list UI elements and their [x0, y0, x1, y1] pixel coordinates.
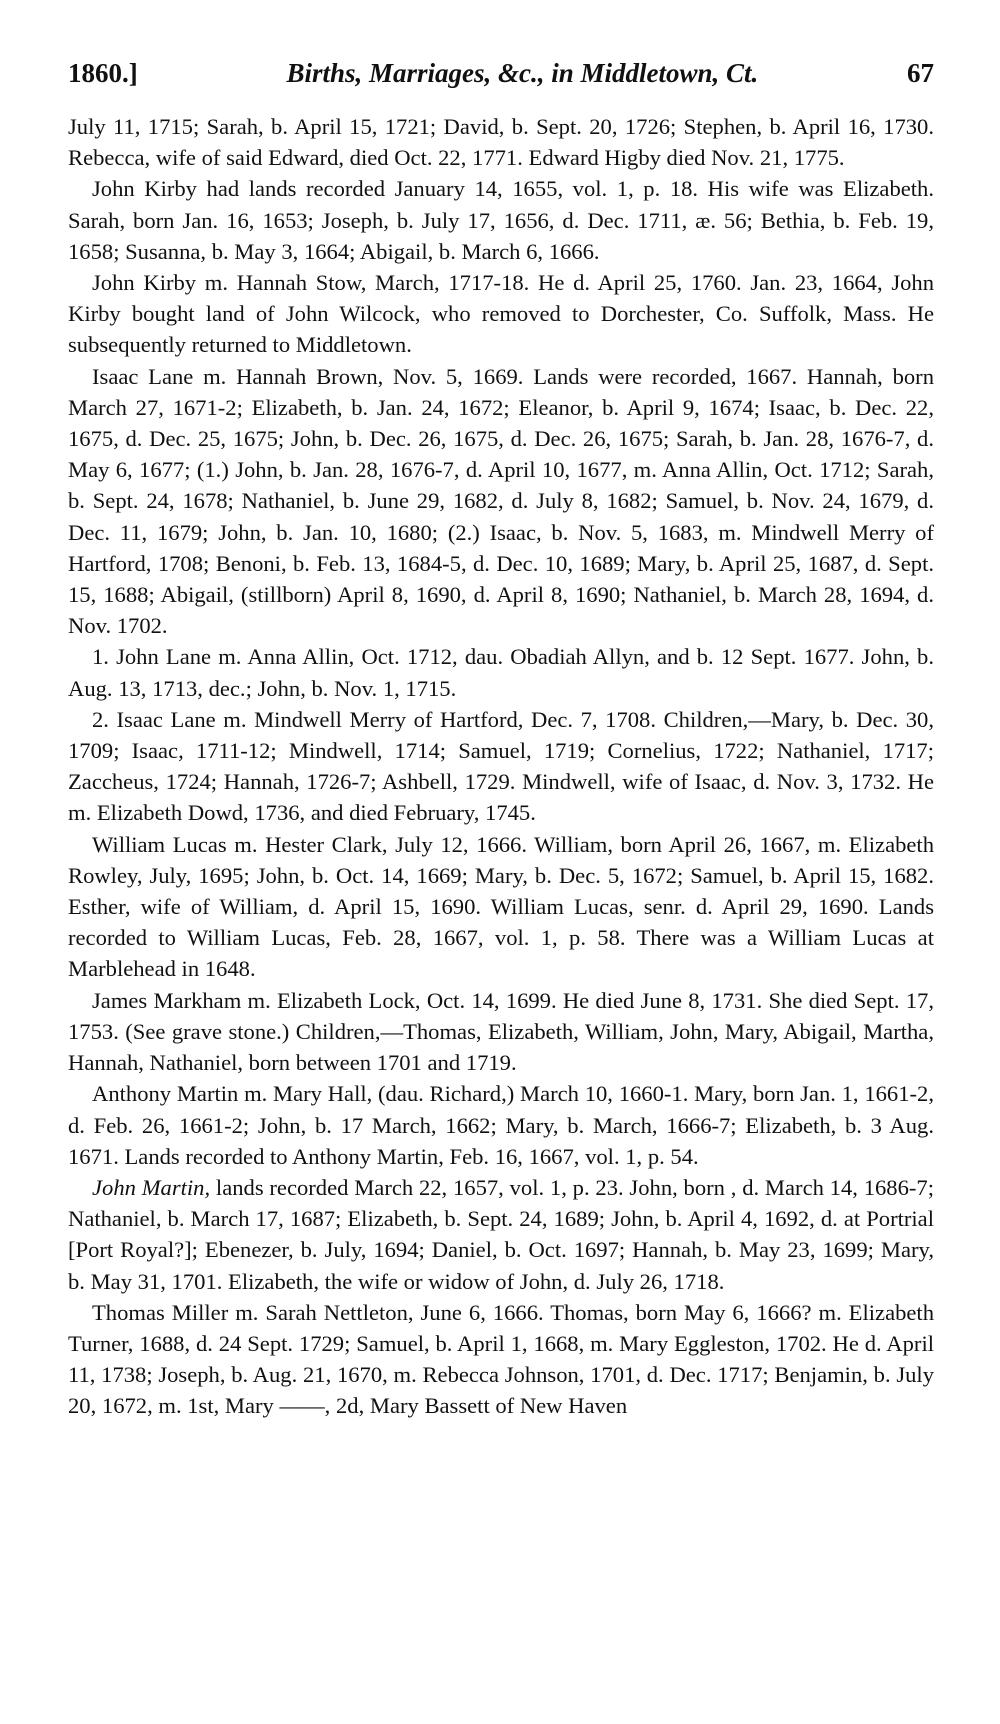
paragraph-john-martin-text: lands recorded March 22, 1657, vol. 1, p. 23. John, born , d. March 14, 1686-7; Nathaniel, b. March 17, 1687; Elizabeth, b. Sept. 24, 1689; John, b. April 4, 1692, d. at Portrial [Port Royal?]; Ebenezer, b. July, 1694; Daniel, b. Oct. 1697; Hannah, b. May 23, 1699; Mary, b. May 31, 1701. Elizabeth, the wife or widow of John, d. July 26, 1718.	[68, 1174, 934, 1294]
body-text	[68, 111, 934, 1422]
paragraph-william-lucas: William Lucas m. Hester Clark, July 12, 1666. William, born April 26, 1667, m. Elizabeth Rowley, July, 1695; John, b. Oct. 14, 1669; Mary, b. Dec. 5, 1672; Samuel, b. April 15, 1682. Esther, wife of William, d. April 15, 1690. William Lucas, senr. d. April 29, 1690. Lands recorded to William Lucas, Feb. 28, 1667, vol. 1, p. 58. There was a William Lucas at Marblehead in 1648.	[68, 831, 934, 982]
paragraph-higby-continued: July 11, 1715; Sarah, b. April 15, 1721; David, b. Sept. 20, 1726; Stephen, b. April 16, 1730. Rebecca, wife of said Edward, died Oct. 22, 1771. Edward Higby died Nov. 21, 1775.	[68, 114, 934, 171]
paragraph-thomas-miller: Thomas Miller m. Sarah Nettleton, June 6, 1666. Thomas, born May 6, 1666? m. Elizabeth Turner, 1688, d. 24 Sept. 1729; Samuel, b. April 1, 1668, m. Mary Eggleston, 1702. He d. April 11, 1738; Joseph, b. Aug. 21, 1670, m. Rebecca Johnson, 1701, d. Dec. 1717; Benjamin, b. July 20, 1672, m. 1st, Mary ——, 2d, Mary Bassett of New Haven	[68, 1299, 934, 1419]
paragraph-john-martin	[68, 1172, 934, 1297]
document-page	[68, 58, 934, 1422]
paragraph-john-kirby: John Kirby had lands recorded January 14, 1655, vol. 1, p. 18. His wife was Elizabeth. Sarah, born Jan. 16, 1653; Joseph, b. July 17, 1656, d. Dec. 1711, æ. 56; Bethia, b. Feb. 19, 1658; Susanna, b. May 3, 1664; Abigail, b. March 6, 1666.	[68, 176, 934, 264]
header-year: 1860.]	[68, 58, 138, 88]
paragraph-isaac-lane-merry: 2. Isaac Lane m. Mindwell Merry of Hartford, Dec. 7, 1708. Children,—Mary, b. Dec. 30, 1709; Isaac, 1711-12; Mindwell, 1714; Samuel, 1719; Cornelius, 1722; Nathaniel, 1717; Zaccheus, 1724; Hannah, 1726-7; Ashbell, 1729. Mindwell, wife of Isaac, d. Nov. 3, 1732. He m. Elizabeth Dowd, 1736, and died February, 1745.	[68, 706, 934, 826]
header-title: Births, Marriages, &c., in Middletown, Ct.	[286, 58, 759, 88]
paragraph-anthony-martin: Anthony Martin m. Mary Hall, (dau. Richard,) March 10, 1660-1. Mary, born Jan. 1, 1661-2, d. Feb. 26, 1661-2; John, b. 17 March, 1662; Mary, b. March, 1666-7; Elizabeth, b. 3 Aug. 1671. Lands recorded to Anthony Martin, Feb. 16, 1667, vol. 1, p. 54.	[68, 1081, 934, 1169]
paragraph-john-lane: 1. John Lane m. Anna Allin, Oct. 1712, dau. Obadiah Allyn, and b. 12 Sept. 1677. John, b. Aug. 13, 1713, dec.; John, b. Nov. 1, 1715.	[68, 644, 934, 701]
paragraph-john-martin-lead: John Martin,	[92, 1174, 211, 1200]
page-number: 67	[907, 58, 934, 88]
paragraph-james-markham: James Markham m. Elizabeth Lock, Oct. 14, 1699. He died June 8, 1731. She died Sept. 17, 1753. (See grave stone.) Children,—Thomas, Elizabeth, William, John, Mary, Abigail, Martha, Hannah, Nathaniel, born between 1701 and 1719.	[68, 987, 934, 1076]
paragraph-john-kirby-stow: John Kirby m. Hannah Stow, March, 1717-18. He d. April 25, 1760. Jan. 23, 1664, John Kirby bought land of John Wilcock, who removed to Dorchester, Co. Suffolk, Mass. He subsequently returned to Middletown.	[68, 270, 934, 358]
paragraph-isaac-lane: Isaac Lane m. Hannah Brown, Nov. 5, 1669. Lands were recorded, 1667. Hannah, born March 27, 1671-2; Elizabeth, b. Jan. 24, 1672; Eleanor, b. April 9, 1674; Isaac, b. Dec. 22, 1675, d. Dec. 25, 1675; John, b. Dec. 26, 1675, d. Dec. 26, 1675; Sarah, b. Jan. 28, 1676-7, d. May 6, 1677; (1.) John, b. Jan. 28, 1676-7, d. April 10, 1677, m. Anna Allin, Oct. 1712; Sarah, b. Sept. 24, 1678; Nathaniel, b. June 29, 1682, d. July 8, 1682; Samuel, b. Nov. 24, 1679, d. Dec. 11, 1679; John, b. Jan. 10, 1680; (2.) Isaac, b. Nov. 5, 1683, m. Mindwell Merry of Hartford, 1708; Benoni, b. Feb. 13, 1684-5, d. Dec. 10, 1689; Mary, b. April 25, 1687, d. Sept. 15, 1688; Abigail, (stillborn) April 8, 1690, d. April 8, 1690; Nathaniel, b. March 28, 1694, d. Nov. 1702.	[68, 363, 934, 639]
running-header	[68, 58, 934, 89]
